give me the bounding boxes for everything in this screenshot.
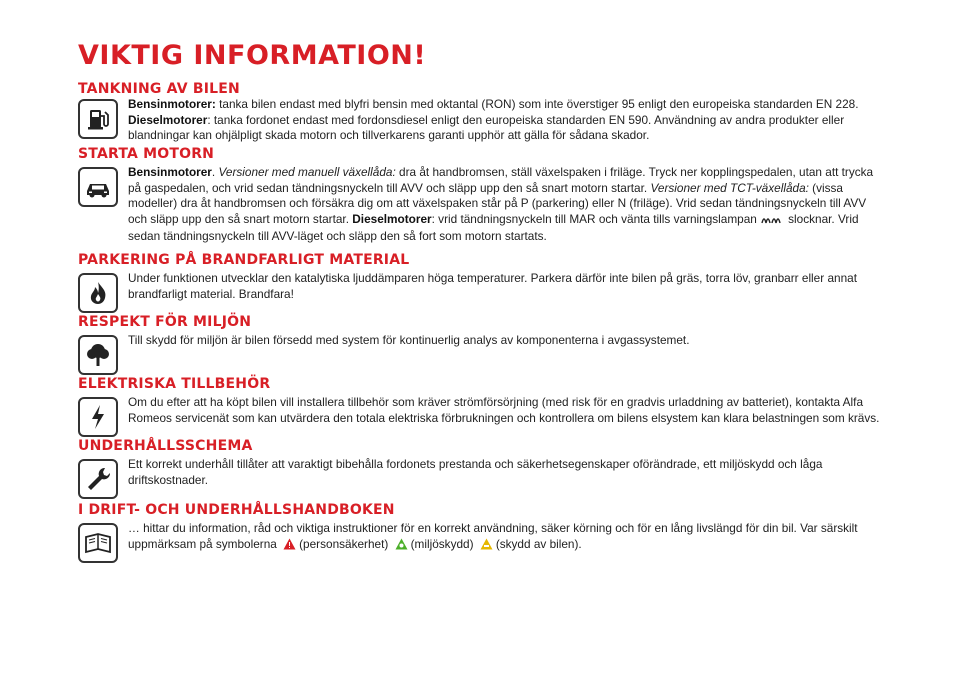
fuel-pump-icon bbox=[78, 99, 118, 139]
environment-protection-icon bbox=[395, 538, 408, 555]
handbok-text: … hittar du information, råd och viktiga instruktioner för en korrekt användning, säker körning och för en lång livslängd för din bil. Var särskilt uppmärksam på symbolerna (personsäkerhet) (miljöskydd) (skydd av bilen). bbox=[128, 521, 888, 554]
section-miljo bbox=[78, 314, 888, 349]
elektriska-text: Om du efter att ha köpt bilen vill installera tillbehör som kräver strömförsörjning (med risk för en gradvis urladdning av batteriet), kontakta Alfa Romeos servicenät som kan utvärdera den totala elektriska förbrukningen och kontrollera om bilens elsystem kan klara belastningen som krävs. bbox=[128, 395, 880, 425]
tankning-text: Bensinmotorer: tanka bilen endast med blyfri bensin med oktantal (RON) som inte överstiger 95 enligt den europeiska standarden EN 228. Dieselmotorer: tanka fordonet endast med fordonsdiesel enligt den europeiska standarden EN 590. Användning av andra produkter eller blandningar kan ohjälpligt skada motorn och tillverkarens garanti upphör att gälla för sådana skador. bbox=[128, 97, 859, 143]
section-heading: UNDERHÅLLSSCHEMA bbox=[78, 438, 253, 454]
vehicle-protection-icon bbox=[480, 538, 493, 555]
section-handbok bbox=[78, 502, 888, 554]
section-heading: TANKNING AV BILEN bbox=[78, 81, 240, 97]
personal-safety-warning-icon bbox=[283, 538, 296, 555]
page-title: VIKTIG INFORMATION! bbox=[78, 40, 427, 71]
section-heading: ELEKTRISKA TILLBEHÖR bbox=[78, 376, 271, 392]
section-starta bbox=[78, 146, 888, 245]
section-parkering bbox=[78, 252, 888, 302]
starta-text: Bensinmotorer. Versioner med manuell växellåda: dra åt handbromsen, ställ växelspaken i friläge. Tryck ner kopplingspedalen, utan att trycka på gaspedalen, och vrid sedan tändningsnyckeln till AVV och släpp upp den så snart motorn startar. Versioner med TCT-växellåda: (vissa modeller) dra åt handbromsen och försäkra dig om att växelspaken står på P (parkering) eller N (friläge). Vrid sedan tändningsnyckeln till AVV och släpp upp den så snart motorn startar. Dieselmotorer: vrid tändningsnyckeln till MAR och vänta tills varningslampan slocknar. Vrid sedan tändningsnyckeln till AVV-läget och släpp den så fort som motorn startats. bbox=[128, 165, 874, 244]
section-heading: RESPEKT FÖR MILJÖN bbox=[78, 314, 252, 330]
section-tankning bbox=[78, 81, 888, 144]
section-heading: I DRIFT- OCH UNDERHÅLLSHANDBOKEN bbox=[78, 502, 395, 518]
wrench-icon bbox=[78, 459, 118, 499]
section-elektriska bbox=[78, 376, 888, 426]
parkering-text: Under funktionen utvecklar den katalytiska ljuddämparen höga temperaturer. Parkera därför inte bilen på gräs, torra löv, granbarr eller annat brandfarligt material. Brandfara! bbox=[128, 271, 857, 301]
fire-icon bbox=[78, 273, 118, 313]
lightning-icon bbox=[78, 397, 118, 437]
miljo-text: Till skydd för miljön är bilen försedd med system för kontinuerlig analys av komponenterna i avgassystemet. bbox=[128, 333, 690, 347]
underhall-text: Ett korrekt underhåll tillåter att varaktigt bibehålla fordonets prestanda och säkerhetsegenskaper oförändrade, ett miljöskydd och låga driftskostnader. bbox=[128, 457, 823, 487]
book-icon bbox=[78, 523, 118, 563]
glow-plug-icon bbox=[760, 213, 782, 230]
section-heading: STARTA MOTORN bbox=[78, 146, 215, 162]
car-icon bbox=[78, 167, 118, 207]
section-underhall bbox=[78, 438, 888, 488]
tree-icon bbox=[78, 335, 118, 375]
section-heading: PARKERING PÅ BRANDFARLIGT MATERIAL bbox=[78, 252, 410, 268]
